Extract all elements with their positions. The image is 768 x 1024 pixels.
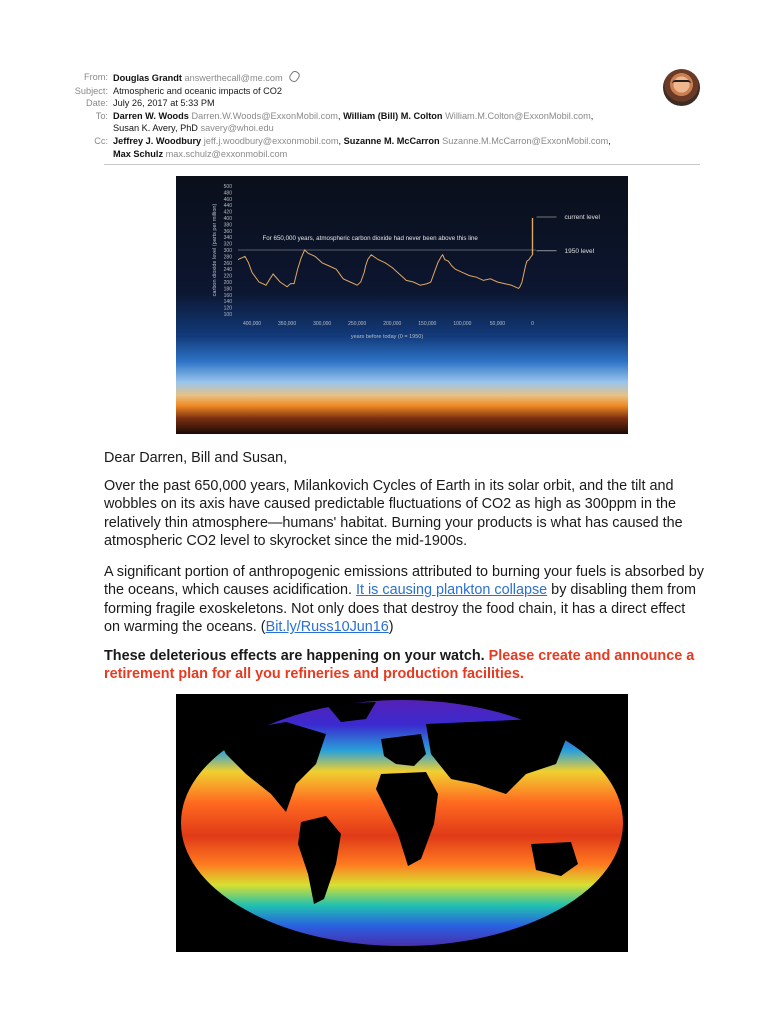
date-label: Date: (86, 98, 108, 109)
separator: , (590, 110, 594, 121)
co2-chart-image (176, 176, 628, 434)
y-tick-label: 120 (223, 305, 232, 312)
recipient-name[interactable]: Darren W. Woods (113, 110, 189, 121)
recipient-email[interactable]: Darren.W.Woods@ExxonMobil.com (191, 110, 338, 121)
separator: , (337, 110, 341, 121)
recipient-email[interactable]: William.M.Colton@ExxonMobil.com (445, 110, 591, 121)
y-tick-label: 420 (223, 209, 232, 216)
cc-email[interactable]: Suzanne.M.McCarron@ExxonMobil.com (442, 135, 609, 146)
ocean-map-svg (176, 694, 628, 952)
cc-name[interactable]: Jeffrey J. Woodbury (113, 135, 202, 146)
separator: , (338, 135, 342, 146)
current-level-label: current level (564, 214, 600, 221)
cc-row (60, 135, 700, 160)
y-tick-label: 360 (223, 228, 232, 235)
y-tick-label: 100 (223, 312, 232, 318)
letter-paragraph-1 (104, 477, 704, 551)
bitly-link[interactable]: Bit.ly/Russ10Jun16 (265, 619, 389, 636)
paragraph-2-text-c: ) (388, 619, 394, 636)
greeting-text: Dear Darren, Bill and Susan, (104, 450, 288, 466)
date-row (60, 97, 700, 110)
recipient-name[interactable]: Susan K. Avery, PhD (113, 123, 198, 134)
y-tick-label: 320 (223, 241, 232, 248)
cc-name[interactable]: Suzanne M. McCarron (343, 135, 440, 146)
y-tick-label: 500 (223, 184, 232, 190)
cc-email[interactable]: max.schulz@exxonmobil.com (165, 148, 288, 159)
letter-greeting (104, 449, 704, 467)
x-tick-label: 100,000 (453, 321, 472, 327)
cc-email[interactable]: jeff.j.woodbury@exxonmobil.com (203, 135, 339, 146)
letter-paragraph-2 (104, 563, 704, 637)
subject-row (60, 85, 700, 98)
y-tick-label: 280 (223, 254, 232, 261)
y-tick-label: 400 (223, 216, 232, 222)
x-tick-label: 200,000 (383, 321, 402, 327)
y-tick-label: 200 (223, 280, 232, 286)
historic-limit-annotation: For 650,000 years, atmospheric carbon dioxide had never been above this line (262, 235, 478, 242)
y-tick-label: 440 (223, 203, 232, 210)
from-email[interactable]: answerthecall@me.com (184, 73, 283, 83)
plankton-collapse-link[interactable]: It is causing plankton collapse (355, 582, 548, 599)
header-divider (104, 164, 700, 165)
paragraph-2-text-b: by disabling them from forming fragile exoskeletons. Not only does that destroy the food chain, it has a direct effect on warming the oceans. ( (104, 582, 696, 636)
from-label: From: (84, 72, 108, 82)
x-tick-label: 350,000 (278, 321, 297, 327)
y-tick-label: 180 (223, 286, 232, 293)
subject-label: Subject: (74, 85, 108, 96)
y-tick-label: 460 (223, 196, 232, 203)
y-tick-label: 160 (223, 292, 232, 299)
y-tick-label: 140 (223, 299, 232, 306)
ocean-map-image (176, 694, 628, 952)
to-row (60, 110, 700, 135)
paperclip-icon[interactable] (288, 69, 302, 83)
from-row (60, 71, 700, 85)
to-label: To: (95, 110, 108, 121)
y-tick-label: 220 (223, 273, 232, 280)
email-header (60, 71, 700, 160)
x-tick-label: 50,000 (489, 321, 506, 327)
cc-label: Cc: (94, 135, 108, 146)
y-tick-label: 300 (223, 248, 232, 254)
paragraph-1-text: Over the past 650,000 years, Milankovich Cycles of Earth in its solar orbit, and the tilt and wobbles on its axis have caused predictable fluctuations of CO2 as high as 300ppm in the relatively thin atmosphere—humans' habitat. Burning your products is what has caused the atmospheric CO2 level to skyrocket since the mid-1900s. (104, 478, 683, 550)
y-axis-label: carbon dioxide level (parts per million) (212, 203, 218, 297)
recipient-email[interactable]: savery@whoi.edu (200, 123, 274, 134)
letter-paragraph-3 (104, 647, 704, 684)
paragraph-2-text-a: A significant portion of anthropogenic emissions attributed to burning your fuels is absorbed by the oceans, which causes acidification. (104, 564, 704, 599)
retirement-plan-request: Please create and announce a retirement plan for all you refineries and production facilities. (104, 648, 695, 683)
y-tick-label: 240 (223, 267, 232, 274)
from-name[interactable]: Douglas Grandt (113, 73, 182, 83)
ocean-surface (176, 694, 628, 952)
x-tick-label: 250,000 (348, 321, 367, 327)
y-tick-label: 480 (223, 190, 232, 197)
x-tick-label: 0 (531, 321, 534, 327)
paragraph-3-text: These deleterious effects are happening on your watch. (104, 648, 489, 664)
recipient-name[interactable]: William (Bill) M. Colton (343, 110, 443, 121)
co2-series-line (238, 250, 533, 288)
separator: , (608, 135, 611, 146)
x-tick-label: 400,000 (242, 321, 262, 327)
co2-chart (176, 176, 628, 434)
date-text: July 26, 2017 at 5:33 PM (113, 98, 215, 109)
sender-avatar[interactable] (663, 69, 700, 106)
y-tick-label: 340 (223, 235, 232, 242)
cc-name[interactable]: Max Schulz (113, 148, 164, 159)
x-axis-label: years before today (0 = 1950) (350, 334, 424, 340)
1950-level-label: 1950 level (564, 247, 595, 255)
x-tick-label: 150,000 (418, 321, 437, 327)
subject-text: Atmospheric and oceanic impacts of CO2 (113, 85, 283, 96)
x-tick-label: 300,000 (313, 321, 332, 327)
y-tick-label: 380 (223, 222, 232, 229)
y-tick-label: 260 (223, 260, 232, 267)
